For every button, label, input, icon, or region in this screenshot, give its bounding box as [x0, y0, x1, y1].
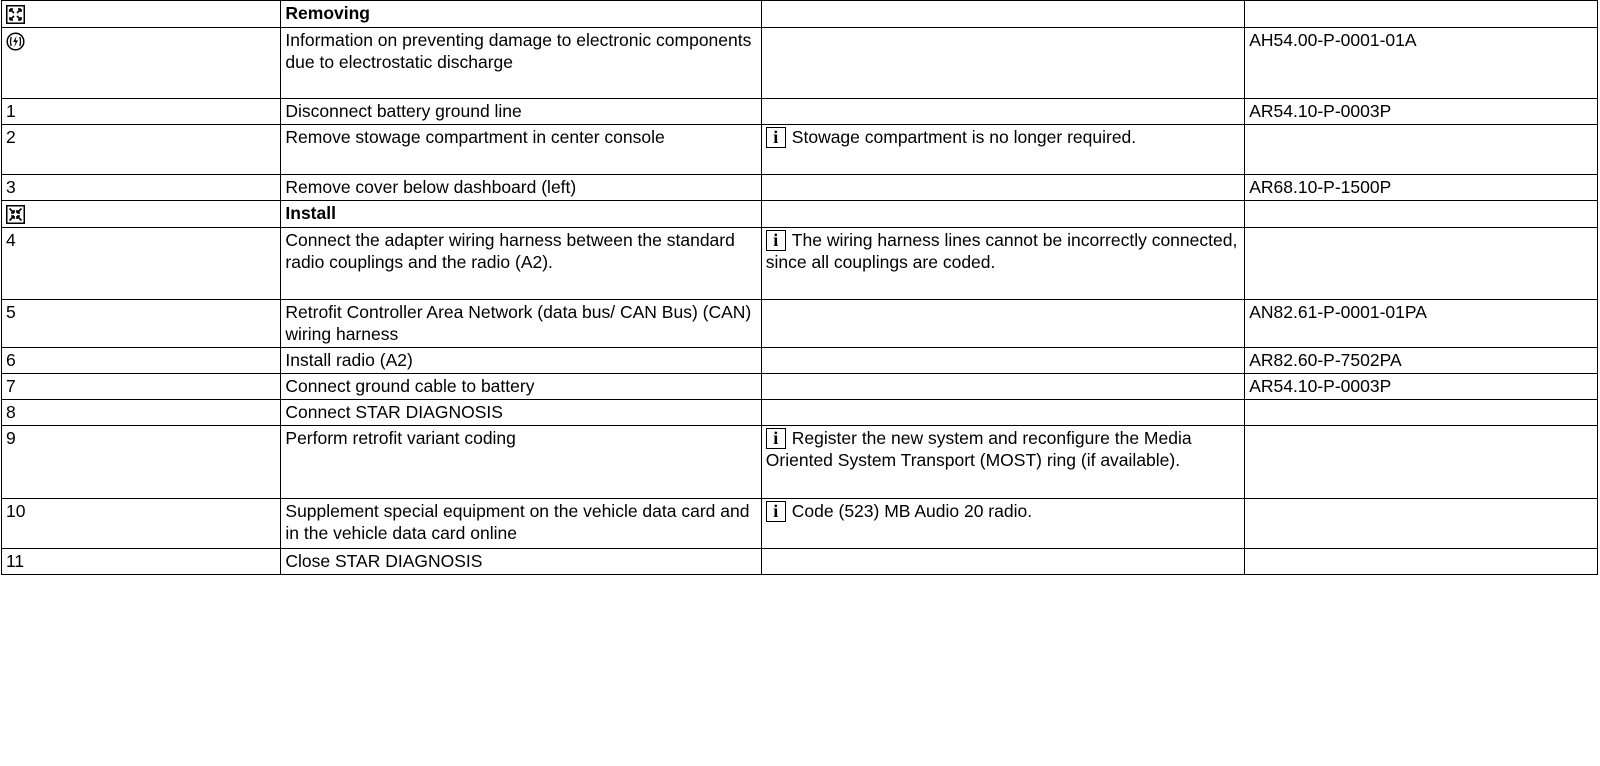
note-text: Stowage compartment is no longer required.	[791, 127, 1137, 147]
info-note-icon: i	[766, 127, 786, 148]
note-text: Code (523) MB Audio 20 radio.	[791, 501, 1033, 521]
note-cell	[761, 300, 1244, 348]
step-cell: 7	[2, 374, 281, 400]
step-cell: 2	[2, 125, 281, 175]
step-cell	[2, 1, 281, 28]
step-cell: 1	[2, 99, 281, 125]
reference-cell	[1245, 201, 1598, 228]
note-cell	[761, 1, 1244, 28]
install-arrows-icon	[6, 205, 25, 224]
reference-cell	[1245, 499, 1598, 549]
note-cell	[761, 348, 1244, 374]
note-cell	[761, 28, 1244, 99]
reference-cell	[1245, 426, 1598, 499]
reference-cell: AR68.10-P-1500P	[1245, 175, 1598, 201]
step-cell: 5	[2, 300, 281, 348]
note-cell	[761, 549, 1244, 575]
action-cell: Remove stowage compartment in center console	[281, 125, 761, 175]
action-cell: Information on preventing damage to electronic components due to electrostatic discharge	[281, 28, 761, 99]
step-cell: 9	[2, 426, 281, 499]
note-cell	[761, 125, 1244, 175]
reference-cell: AN82.61-P-0001-01PA	[1245, 300, 1598, 348]
table-row	[2, 28, 1598, 99]
reference-cell: AH54.00-P-0001-01A	[1245, 28, 1598, 99]
table-row	[2, 549, 1598, 575]
table-row	[2, 99, 1598, 125]
action-cell: Close STAR DIAGNOSIS	[281, 549, 761, 575]
note-cell	[761, 228, 1244, 300]
reference-cell: AR54.10-P-0003P	[1245, 99, 1598, 125]
step-cell: 8	[2, 400, 281, 426]
note-cell	[761, 499, 1244, 549]
step-cell	[2, 201, 281, 228]
action-cell: Supplement special equipment on the vehicle data card and in the vehicle data card online	[281, 499, 761, 549]
action-cell: Connect ground cable to battery	[281, 374, 761, 400]
reference-cell	[1245, 549, 1598, 575]
info-note-icon: i	[766, 230, 786, 251]
step-cell: 6	[2, 348, 281, 374]
action-cell: Install	[281, 201, 761, 228]
step-cell	[2, 28, 281, 99]
table-row	[2, 300, 1598, 348]
info-note-icon: i	[766, 501, 786, 522]
action-cell: Connect STAR DIAGNOSIS	[281, 400, 761, 426]
reference-cell	[1245, 228, 1598, 300]
esd-warning-icon	[6, 32, 25, 51]
reference-cell	[1245, 1, 1598, 28]
table-row	[2, 175, 1598, 201]
note-cell	[761, 374, 1244, 400]
step-cell: 11	[2, 549, 281, 575]
note-cell	[761, 400, 1244, 426]
note-cell	[761, 201, 1244, 228]
table-row	[2, 125, 1598, 175]
step-cell: 4	[2, 228, 281, 300]
note-text: Register the new system and reconfigure the Media Oriented System Transport (MOST) ring (if available).	[765, 428, 1192, 470]
action-cell: Remove cover below dashboard (left)	[281, 175, 761, 201]
table-row	[2, 201, 1598, 228]
note-cell	[761, 99, 1244, 125]
action-cell: Removing	[281, 1, 761, 28]
note-cell	[761, 175, 1244, 201]
step-cell: 10	[2, 499, 281, 549]
table-row	[2, 426, 1598, 499]
action-cell: Perform retrofit variant coding	[281, 426, 761, 499]
table-row	[2, 400, 1598, 426]
reference-cell	[1245, 125, 1598, 175]
action-cell: Install radio (A2)	[281, 348, 761, 374]
note-text: The wiring harness lines cannot be incorrectly connected, since all couplings are coded.	[765, 230, 1238, 272]
table-row	[2, 228, 1598, 300]
table-row	[2, 499, 1598, 549]
table-row	[2, 374, 1598, 400]
action-cell: Retrofit Controller Area Network (data bus/ CAN Bus) (CAN) wiring harness	[281, 300, 761, 348]
reference-cell	[1245, 400, 1598, 426]
step-cell: 3	[2, 175, 281, 201]
reference-cell: AR54.10-P-0003P	[1245, 374, 1598, 400]
reference-cell: AR82.60-P-7502PA	[1245, 348, 1598, 374]
table-row	[2, 348, 1598, 374]
info-note-icon: i	[766, 428, 786, 449]
action-cell: Disconnect battery ground line	[281, 99, 761, 125]
procedure-table	[1, 0, 1598, 575]
table-row	[2, 1, 1598, 28]
action-cell: Connect the adapter wiring harness between the standard radio couplings and the radio (A2).	[281, 228, 761, 300]
note-cell	[761, 426, 1244, 499]
removal-arrows-icon	[6, 5, 25, 24]
